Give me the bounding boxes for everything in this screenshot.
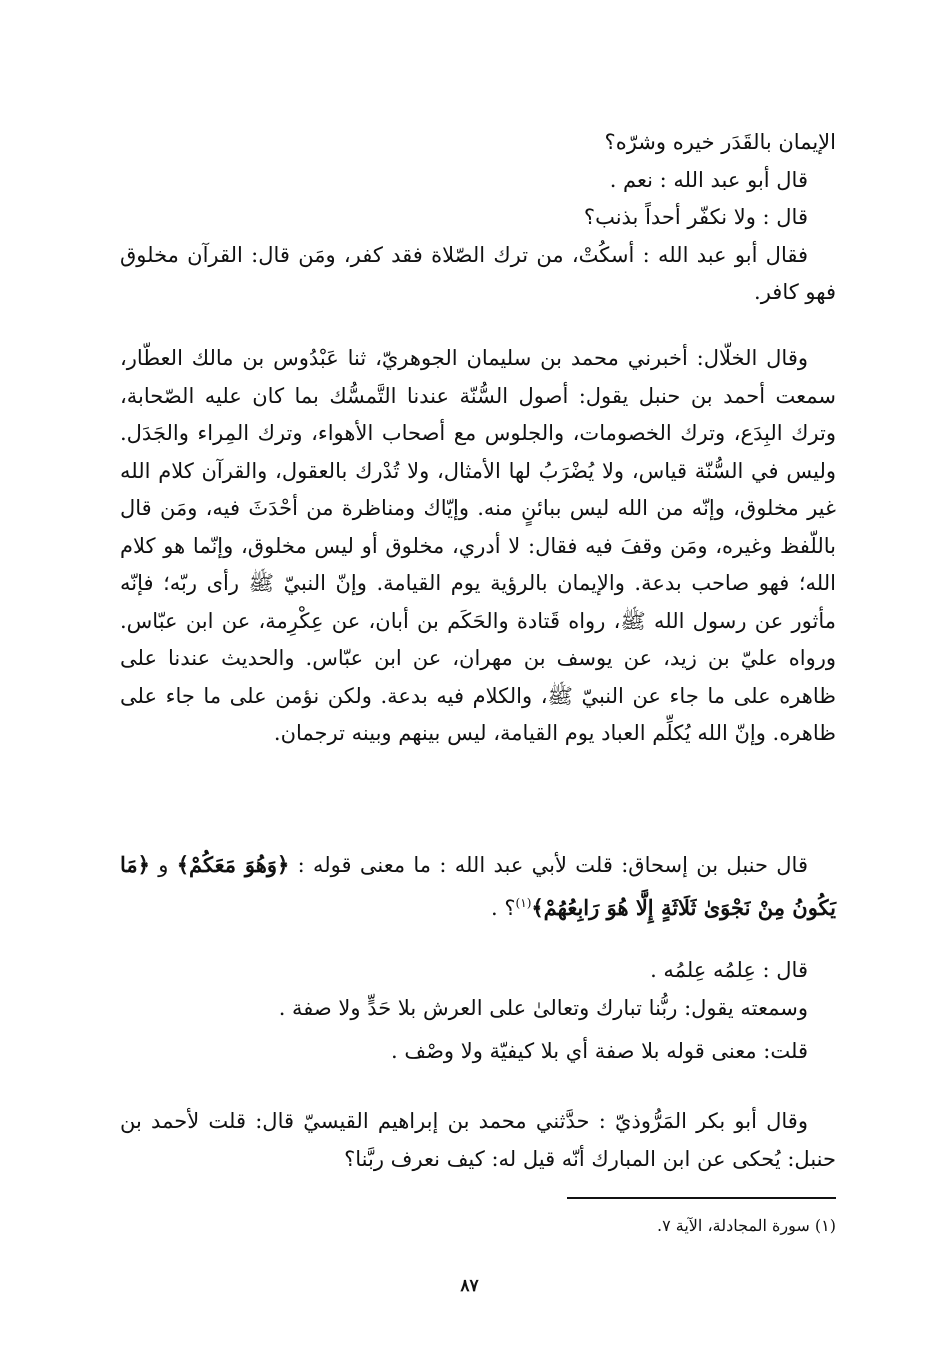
footnote-ref: (١) bbox=[515, 895, 532, 910]
footnote-divider bbox=[567, 1197, 836, 1199]
paragraph-hanbal-question bbox=[120, 846, 836, 927]
text-line: قال : عِلمُه عِلمُه . bbox=[650, 958, 808, 982]
paragraph-answer bbox=[120, 952, 836, 1071]
text-paragraph bbox=[120, 846, 836, 927]
text-paragraph: وقال أبو بكر المَرُّوذيّ : حدَّثني محمد بن إبراهيم القيسيّ قال: قلت لأحمد بن حنبل: يُحكى عن ابن المبارك أنّه قيل له: كيف نعرف ربَّنا؟ bbox=[120, 1109, 836, 1171]
text-line: وسمعته يقول: ربُّنا تبارك وتعالىٰ على العرش بلا حَدٍّ ولا صفة . bbox=[278, 995, 808, 1020]
page-number: ٨٧ bbox=[460, 1276, 479, 1296]
quran-verse: ﴿مَا يَكُونُ مِنْ نَجْوَىٰ ثَلَاثَةٍ إِلَّا هُوَ رَابِعُهُمْ﴾ bbox=[120, 852, 836, 920]
paragraph-iman-qadar bbox=[120, 124, 836, 312]
question-intro: قال حنبل بن إسحاق: قلت لأبي عبد الله : ما معنى قوله : bbox=[297, 853, 808, 877]
conjunction: و bbox=[158, 853, 169, 877]
text-line: فقال أبو عبد الله : أسكُتْ، من ترك الصّلاة فقد كفر، ومَن قال: القرآن مخلوق فهو كافر. bbox=[120, 242, 836, 304]
quran-verse: ﴿وَهُوَ مَعَكُمْ﴾ bbox=[176, 852, 290, 877]
text-line: الإيمان بالقَدَر خيره وشرّه؟ bbox=[604, 130, 836, 154]
footnote: (١) سورة المجادلة، الآية ٧. bbox=[656, 1216, 836, 1235]
question-end: ؟ . bbox=[491, 895, 516, 920]
paragraph-khallal bbox=[120, 340, 836, 753]
text-line: قال أبو عبد الله : نعم . bbox=[609, 167, 808, 192]
text-line: قلت: معنى قوله بلا صفة أي بلا كيفيّة ولا وصْف . bbox=[391, 1039, 808, 1063]
paragraph-marrudhi bbox=[120, 1103, 836, 1178]
text-paragraph: وقال الخلّال: أخبرني محمد بن سليمان الجوهريّ، ثنا عَبْدُوس بن مالك العطّار، سمعت أحمد بن حنبل يقول: أصول السُّنّة عندنا التَّمسُّك بما كان عليه الصّحابة، وترك البِدَع، وترك الخصومات، والجلوس مع أصحاب الأهواء، وترك المِراء والجَدَل. وليس في السُّنّة قياس، ولا يُضْرَبُ لها الأمثال، ولا تُدْرك بالعقول، والقرآن كلام الله غير مخلوق، وإنّه من الله ليس ببائنٍ منه. وإيّاك ومناظرة من أحْدَثَ فيه، ومَن قال باللّفظ وغيره، ومَن وقفَ فيه فقال: لا أدري، مخلوق أو ليس مخلوق، وإنّما هو كلام الله؛ فهو صاحب بدعة. والإيمان بالرؤية يوم القيامة. وإنّ النبيّ ﷺ رأى ربّه؛ فإنّه مأثور عن رسول الله ﷺ، رواه قَتادة والحَكَم بن أبان، عن عِكْرِمة، عن ابن عبّاس. ورواه عليّ بن زيد، عن يوسف بن مهران، عن ابن عبّاس. والحديث عندنا على ظاهره على ما جاء عن النبيّ ﷺ، والكلام فيه بدعة. ولكن نؤمن على ما جاء على ظاهره. وإنّ الله يُكلِّم العباد يوم القيامة، ليس بينهم وبينه ترجمان. bbox=[120, 346, 836, 745]
text-line: قال : ولا نكفّر أحداً بذنب؟ bbox=[583, 205, 808, 229]
